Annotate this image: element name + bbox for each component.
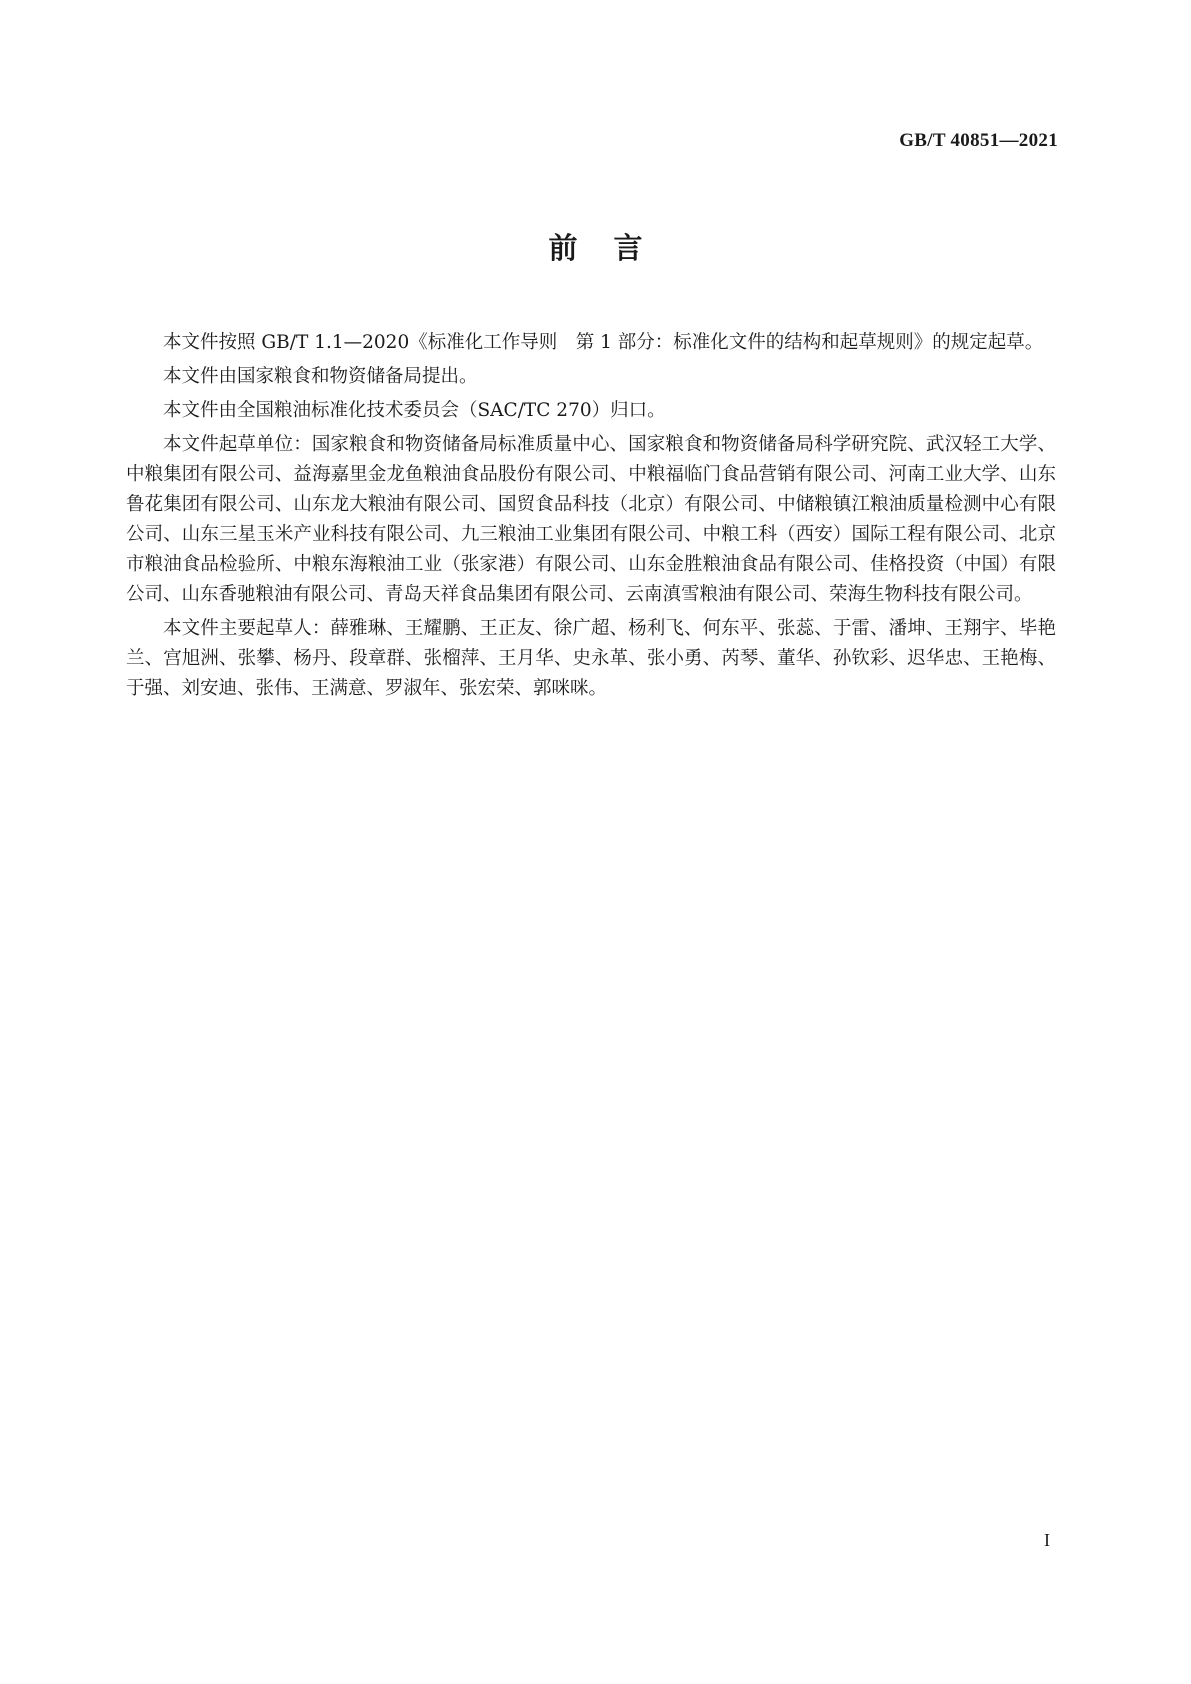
paragraph-main-drafters: 本文件主要起草人：薛雅琳、王耀鹏、王正友、徐广超、杨利飞、何东平、张蕊、于雷、潘坤、王翔宇、毕艳兰、宫旭洲、张攀、杨丹、段章群、张榴萍、王月华、史永革、张小勇、芮琴、董华、孙钦彩、迟华忠、王艳梅、于强、刘安迪、张伟、王满意、罗淑年、张宏荣、郭咪咪。 [126,618,1056,699]
page-number: I [1044,1530,1050,1550]
page-title: 前言 [548,231,679,265]
preface-body [126,328,1056,708]
paragraph-under-jurisdiction: 本文件由全国粮油标准化技术委员会（SAC/TC 270）归口。 [163,400,666,421]
paragraph-drafting-rules: 本文件按照 GB/T 1.1—2020《标准化工作导则 第 1 部分：标准化文件的结构和起草规则》的规定起草。 [163,332,1044,353]
paragraph-proposed-by: 本文件由国家粮食和物资储备局提出。 [163,366,478,387]
paragraph-drafting-units: 本文件起草单位：国家粮食和物资储备局标准质量中心、国家粮食和物资储备局科学研究院、武汉轻工大学、中粮集团有限公司、益海嘉里金龙鱼粮油食品股份有限公司、中粮福临门食品营销有限公司、河南工业大学、山东鲁花集团有限公司、山东龙大粮油有限公司、国贸食品科技（北京）有限公司、中储粮镇江粮油质量检测中心有限公司、山东三星玉米产业科技有限公司、九三粮油工业集团有限公司、中粮工科（西安）国际工程有限公司、北京市粮油食品检验所、中粮东海粮油工业（张家港）有限公司、山东金胜粮油食品有限公司、佳格投资（中国）有限公司、山东香驰粮油有限公司、青岛天祥食品集团有限公司、云南滇雪粮油有限公司、荣海生物科技有限公司。 [126,434,1056,605]
standard-number: GB/T 40851—2021 [899,130,1058,151]
